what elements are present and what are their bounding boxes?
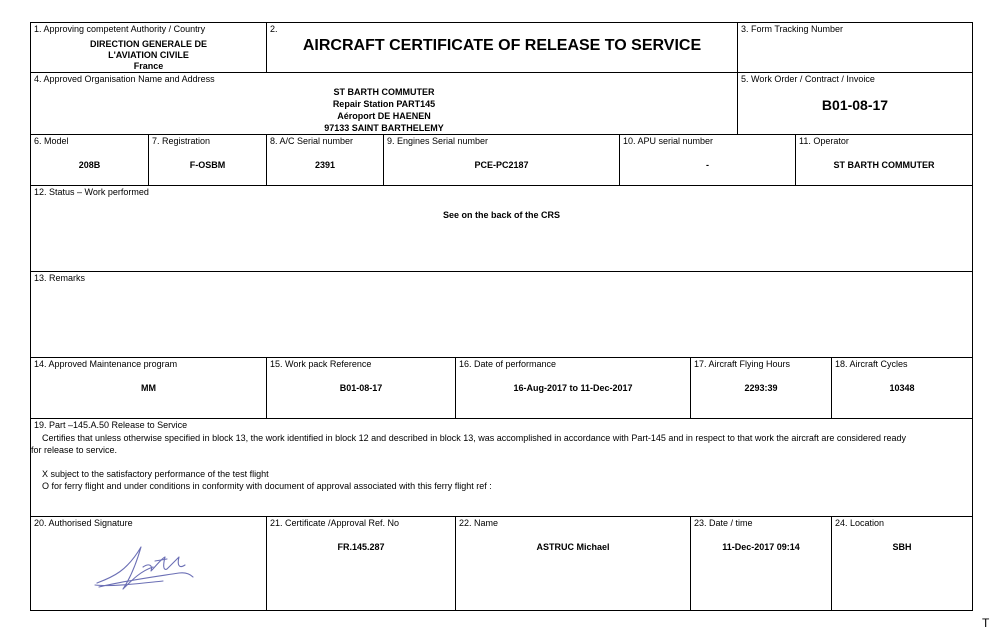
program-label: 14. Approved Maintenance program xyxy=(34,359,178,369)
model-cell xyxy=(30,134,149,186)
engines-serial-cell xyxy=(383,134,620,186)
name-value: ASTRUC Michael xyxy=(536,542,610,552)
release-statement-line2: for release to service. xyxy=(31,445,118,455)
release-statement-line1: Certifies that unless otherwise specified in block 13, the work identified in block 12 and described in block 13, was accomplished in accordance with Part-145 and in respect to that work the aircraft are considered ready xyxy=(42,433,906,443)
page-title: AIRCRAFT CERTIFICATE OF RELEASE TO SERVICE xyxy=(302,37,702,54)
engines-serial-label: 9. Engines Serial number xyxy=(387,136,489,146)
registration-cell xyxy=(148,134,267,186)
operator-cell xyxy=(795,134,973,186)
performance-date-cell xyxy=(455,357,691,419)
work-pack-cell xyxy=(266,357,456,419)
location-cell xyxy=(831,516,973,611)
ac-serial-value: 2391 xyxy=(314,160,336,170)
datetime-value: 11-Dec-2017 09:14 xyxy=(722,542,800,552)
option-test-flight: X subject to the satisfactory performance of the test flight xyxy=(42,469,269,479)
signature-label: 20. Authorised Signature xyxy=(34,518,133,528)
registration-label: 7. Registration xyxy=(152,136,211,146)
apu-serial-cell xyxy=(619,134,796,186)
flying-hours-label: 17. Aircraft Flying Hours xyxy=(694,359,791,369)
location-value: SBH xyxy=(892,542,912,552)
release-cell xyxy=(30,418,973,517)
organisation-line: Aéroport DE HAENEN xyxy=(337,111,431,121)
cycles-label: 18. Aircraft Cycles xyxy=(835,359,908,369)
datetime-cell xyxy=(690,516,832,611)
tracking-cell xyxy=(737,22,973,73)
authority-label: 1. Approving competent Authority / Country xyxy=(34,24,206,34)
option-ferry-flight: O for ferry flight and under conditions in conformity with document of approval associated with this ferry flight ref : xyxy=(42,481,492,491)
authority-line: DIRECTION GENERALE DE xyxy=(89,39,207,49)
cycles-cell xyxy=(831,357,973,419)
organisation-line: 97133 SAINT BARTHELEMY xyxy=(324,123,444,133)
operator-value: ST BARTH COMMUTER xyxy=(833,160,935,170)
cycles-value: 10348 xyxy=(889,383,915,393)
work-order-cell xyxy=(737,72,973,135)
model-label: 6. Model xyxy=(34,136,69,146)
flying-hours-value: 2293:39 xyxy=(744,383,778,393)
organisation-cell xyxy=(30,72,738,135)
signature-image xyxy=(93,537,203,597)
model-value: 208B xyxy=(78,160,101,170)
location-label: 24. Location xyxy=(835,518,885,528)
work-order-label: 5. Work Order / Contract / Invoice xyxy=(741,74,875,84)
datetime-label: 23. Date / time xyxy=(694,518,753,528)
remarks-cell xyxy=(30,271,973,358)
ac-serial-cell xyxy=(266,134,384,186)
operator-label: 11. Operator xyxy=(799,136,849,146)
program-value: MM xyxy=(141,383,156,393)
work-pack-label: 15. Work pack Reference xyxy=(270,359,372,369)
ac-serial-label: 8. A/C Serial number xyxy=(270,136,354,146)
signature-cell xyxy=(30,516,267,611)
authority-line: France xyxy=(133,61,164,71)
performance-date-value: 16-Aug-2017 to 11-Dec-2017 xyxy=(513,383,633,393)
organisation-line: ST BARTH COMMUTER xyxy=(333,87,435,97)
apu-serial-label: 10. APU serial number xyxy=(623,136,714,146)
engines-serial-value: PCE-PC2187 xyxy=(474,160,529,170)
release-label: 19. Part –145.A.50 Release to Service xyxy=(34,420,188,430)
authority-line: L'AVIATION CIVILE xyxy=(108,50,189,60)
text-cursor-icon: T xyxy=(982,616,990,630)
remarks-label: 13. Remarks xyxy=(34,273,86,283)
certificate-ref-value: FR.145.287 xyxy=(337,542,385,552)
certificate-ref-cell xyxy=(266,516,456,611)
title-number: 2. xyxy=(270,24,278,34)
status-label: 12. Status – Work performed xyxy=(34,187,149,197)
program-cell xyxy=(30,357,267,419)
flying-hours-cell xyxy=(690,357,832,419)
apu-serial-value: - xyxy=(706,160,709,170)
organisation-label: 4. Approved Organisation Name and Address xyxy=(34,74,215,84)
name-cell xyxy=(455,516,691,611)
registration-value: F-OSBM xyxy=(189,160,226,170)
title-cell xyxy=(266,22,738,73)
performance-date-label: 16. Date of performance xyxy=(459,359,557,369)
work-order-value: B01-08-17 xyxy=(821,97,889,113)
certificate-ref-label: 21. Certificate /Approval Ref. No xyxy=(270,518,400,528)
name-label: 22. Name xyxy=(459,518,499,528)
organisation-line: Repair Station PART145 xyxy=(332,99,436,109)
authority-cell xyxy=(30,22,267,73)
work-pack-value: B01-08-17 xyxy=(339,383,383,393)
tracking-label: 3. Form Tracking Number xyxy=(741,24,844,34)
status-value: See on the back of the CRS xyxy=(442,210,561,220)
status-cell xyxy=(30,185,973,272)
